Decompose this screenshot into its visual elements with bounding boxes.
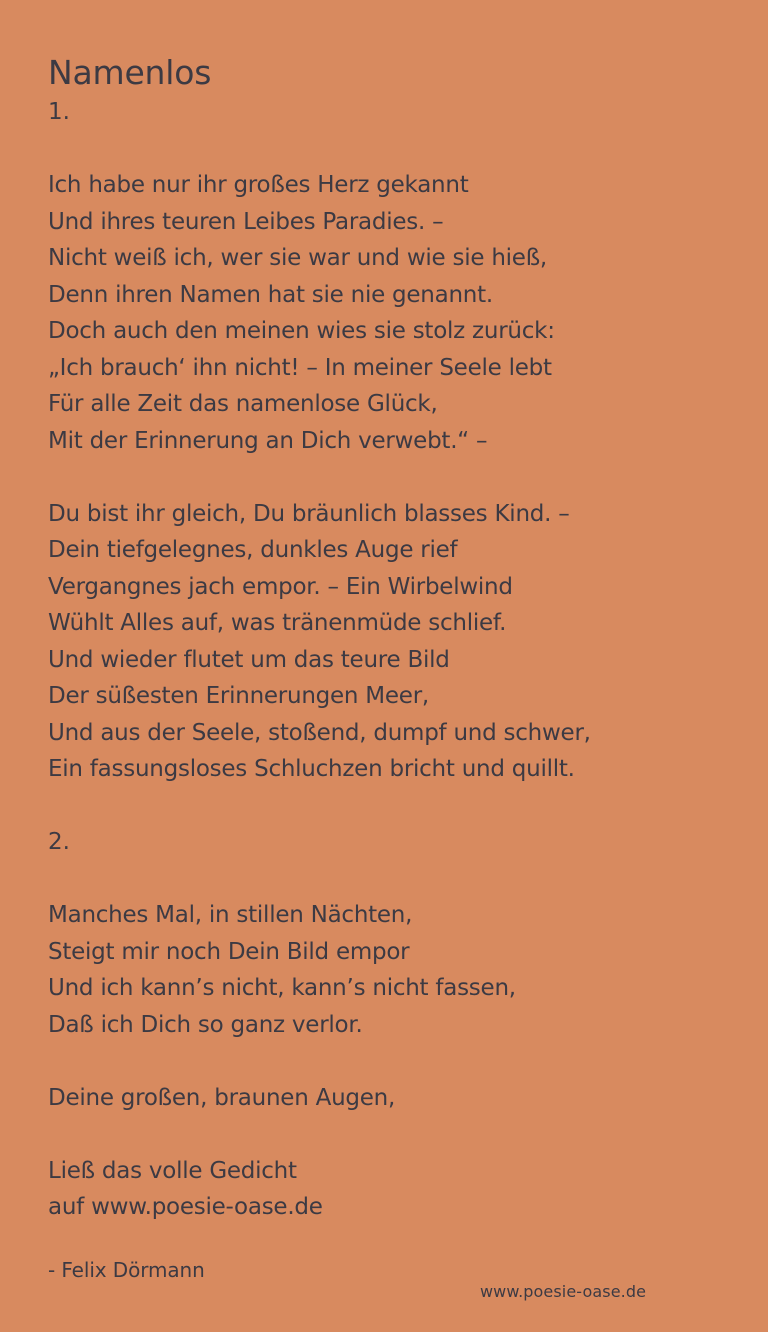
- poem-line: Und wieder flutet um das teure Bild: [48, 646, 450, 673]
- poem-line: Ließ das volle Gedicht: [48, 1157, 297, 1184]
- poem-line: Daß ich Dich so ganz verlor.: [48, 1011, 363, 1038]
- poem-section-1: [48, 94, 728, 788]
- poem-line: Deine großen, braunen Augen,: [48, 1084, 396, 1111]
- poem-page: [48, 52, 728, 1226]
- author-signature: - Felix Dörmann: [48, 1258, 205, 1282]
- section-number-2: 2.: [48, 829, 70, 855]
- poem-line: Manches Mal, in stillen Nächten,: [48, 902, 413, 928]
- poem-line: Und ich kann’s nicht, kann’s nicht fassen,: [48, 975, 516, 1001]
- stanza-spacer: [48, 1116, 728, 1153]
- poem-line: Doch auch den meinen wies sie stolz zurück:: [48, 318, 555, 344]
- poem-line: auf www.poesie-oase.de: [48, 1194, 323, 1220]
- stanza-1: [48, 167, 728, 459]
- poem-line: Der süßesten Erinnerungen Meer,: [48, 683, 429, 709]
- poem-line: Und aus der Seele, stoßend, dumpf und schwer,: [48, 719, 591, 746]
- poem-line: „Ich brauch‘ ihn nicht! – In meiner Seele lebt: [48, 354, 552, 381]
- poem-section-2: [48, 824, 728, 1226]
- stanza-spacer: [48, 131, 728, 168]
- poem-line: Steigt mir noch Dein Bild empor: [48, 938, 410, 965]
- poem-line: Ein fassungsloses Schluchzen bricht und quillt.: [48, 756, 575, 782]
- poem-line: Denn ihren Namen hat sie nie genannt.: [48, 281, 493, 308]
- poem-line: Dein tiefgelegnes, dunkles Auge rief: [48, 537, 458, 563]
- stanza-spacer: [48, 459, 728, 496]
- website-watermark: www.poesie-oase.de: [480, 1282, 647, 1301]
- poem-line: Für alle Zeit das namenlose Glück,: [48, 391, 438, 417]
- stanza-3: [48, 897, 728, 1043]
- poem-line: Und ihres teuren Leibes Paradies. –: [48, 208, 444, 235]
- stanza-spacer: [48, 861, 728, 898]
- poem-line: Du bist ihr gleich, Du bräunlich blasses Kind. –: [48, 500, 570, 527]
- poem-line: Wühlt Alles auf, was tränenmüde schlief.: [48, 610, 507, 636]
- poem-line: Mit der Erinnerung an Dich verwebt.“ –: [48, 427, 488, 454]
- poem-line: Nicht weiß ich, wer sie war und wie sie hieß,: [48, 245, 547, 271]
- stanza-2: [48, 496, 728, 788]
- stanza-4: [48, 1080, 728, 1117]
- poem-title: Namenlos: [48, 53, 212, 92]
- read-more-note: [48, 1153, 728, 1226]
- section-number-1: 1.: [48, 99, 70, 125]
- poem-line: Ich habe nur ihr großes Herz gekannt: [48, 172, 469, 198]
- stanza-spacer: [48, 1043, 728, 1080]
- poem-line: Vergangnes jach empor. – Ein Wirbelwind: [48, 573, 513, 600]
- section-spacer: [48, 788, 728, 825]
